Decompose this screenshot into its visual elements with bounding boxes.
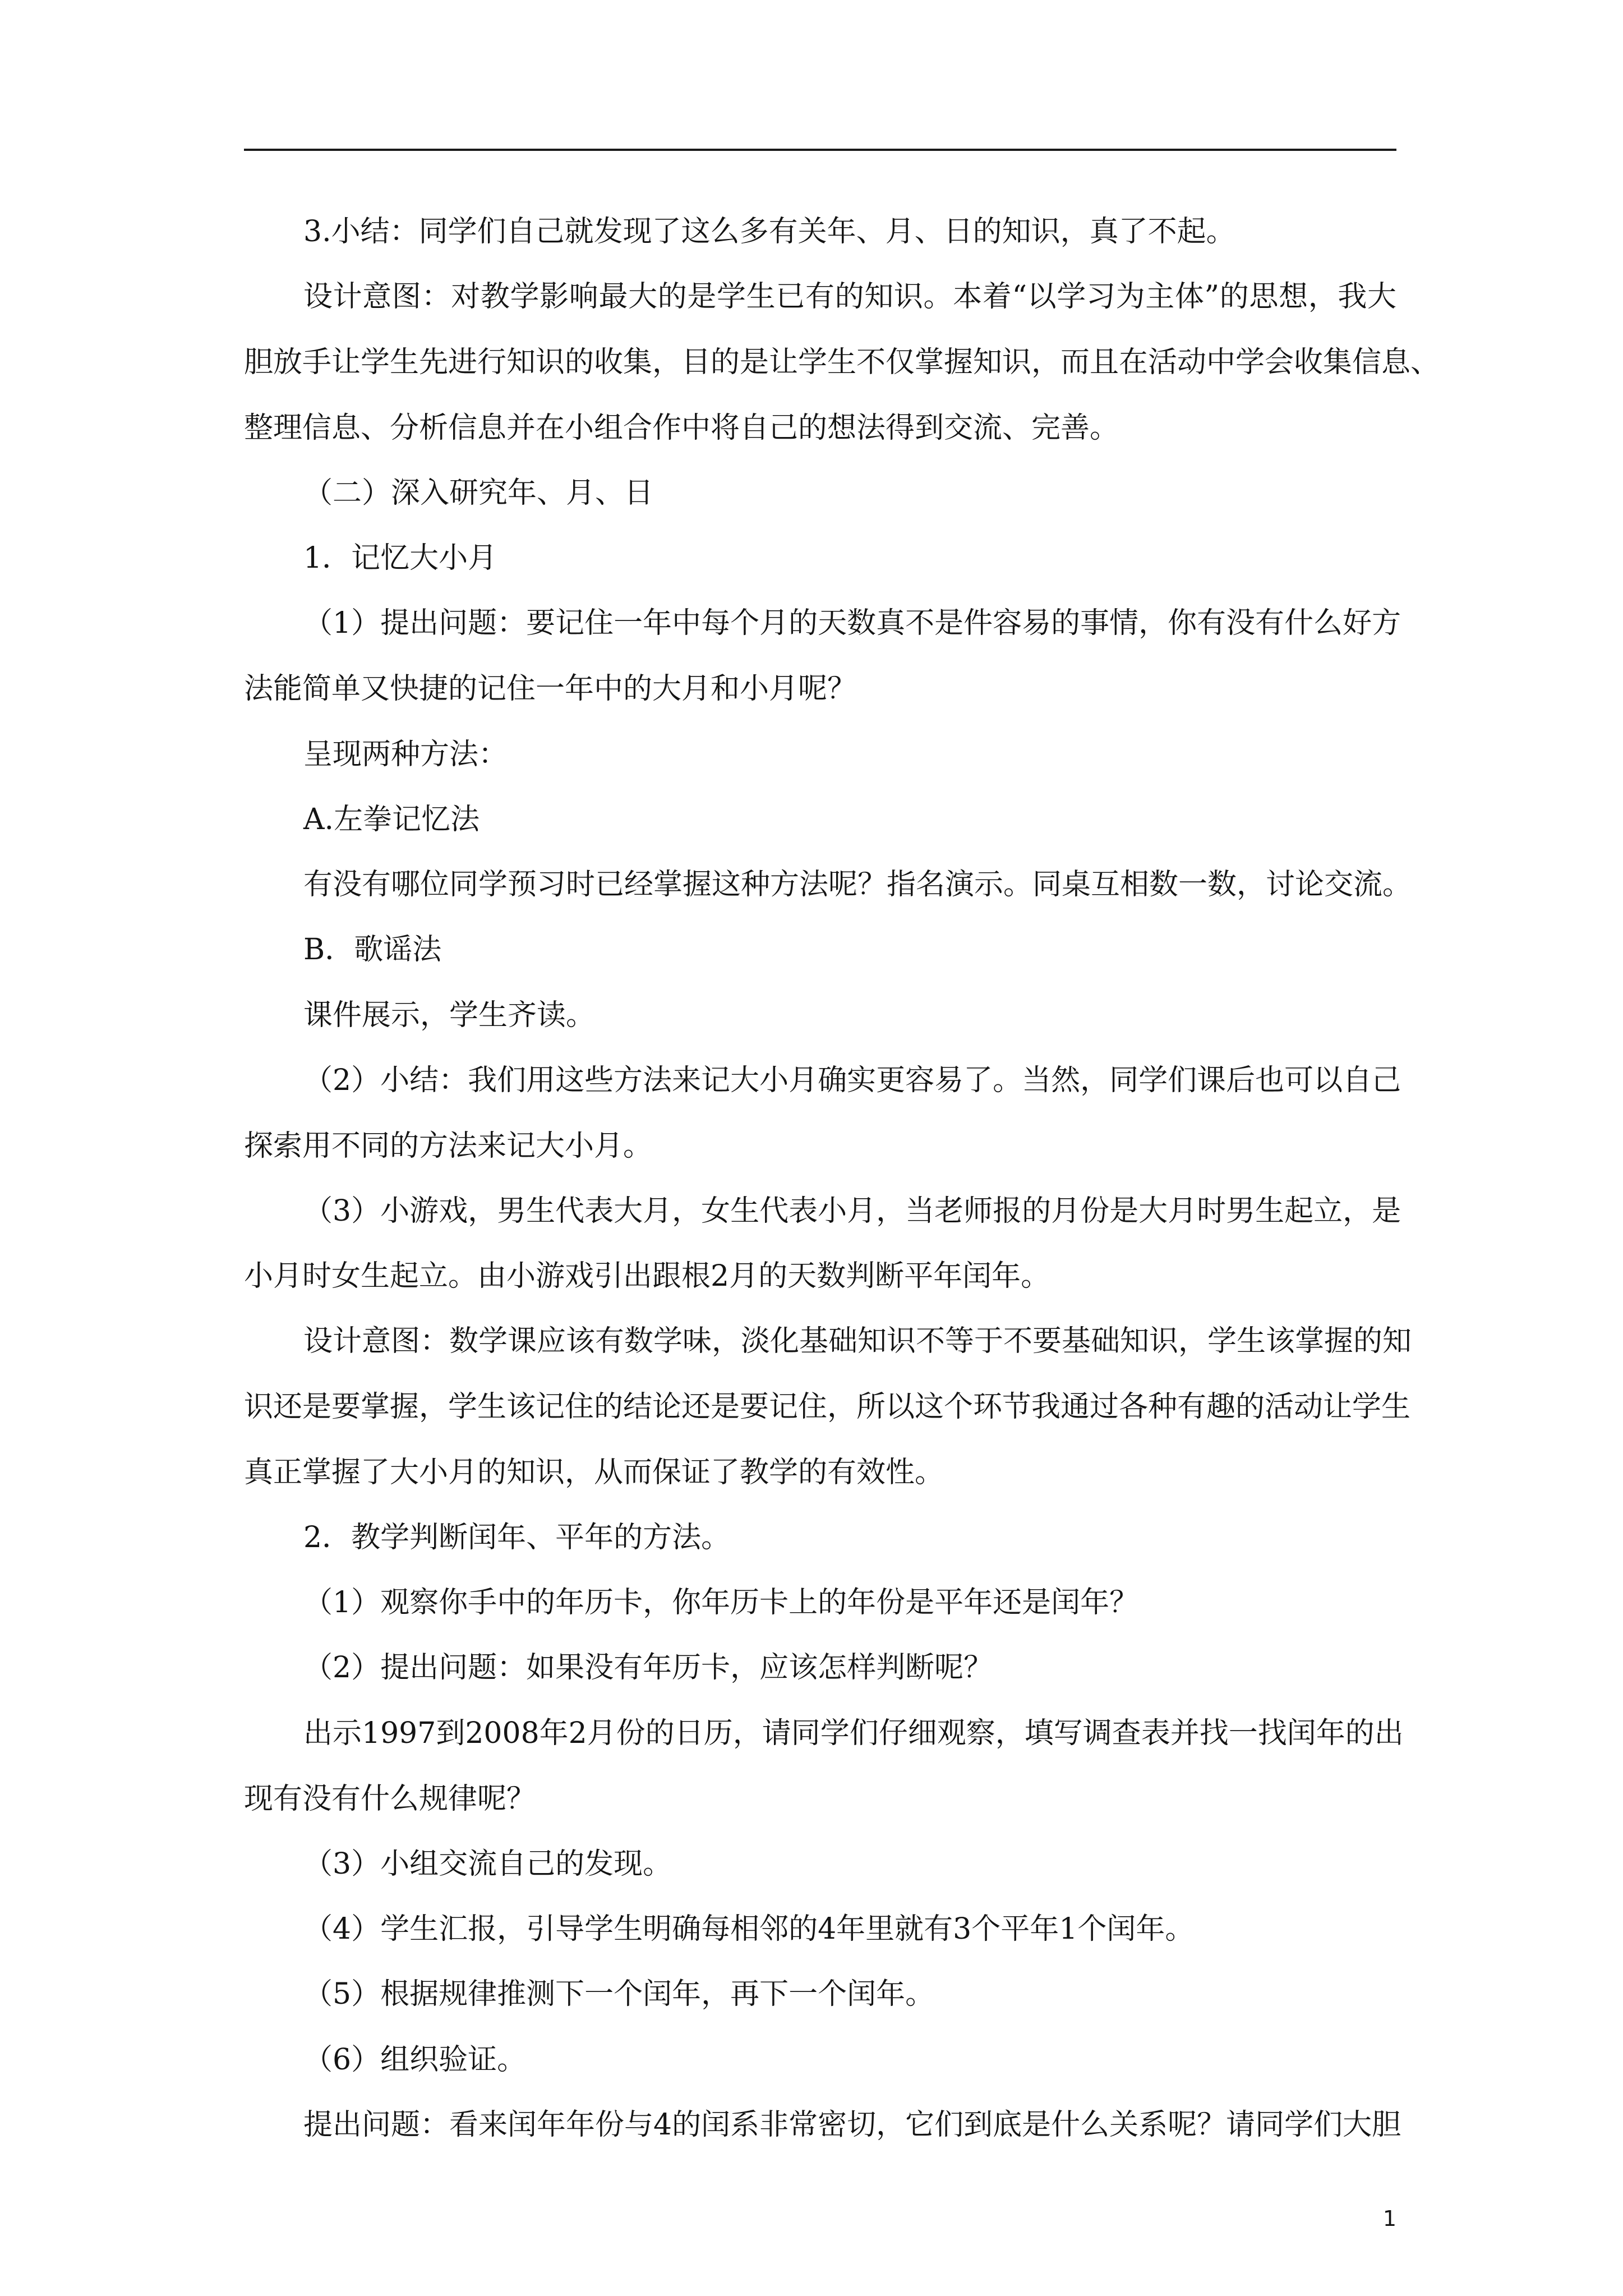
method-b: B．歌谣法 <box>303 933 442 967</box>
paragraph-two-methods: 呈现两种方法： <box>303 738 508 771</box>
paragraph-summary-3: 3.小结：同学们自己就发现了这么多有关年、月、日的知识，真了不起。 <box>303 215 1235 249</box>
paragraph-design-intent-1-line-1: 设计意图：对教学影响最大的是学生已有的知识。本着“以学习为主体”的思想，我大 <box>303 280 1396 314</box>
item-2-1: （1）观察你手中的年历卡，你年历卡上的年份是平年还是闰年？ <box>303 1586 1139 1619</box>
paragraph-method-b-detail: 课件展示，学生齐读。 <box>303 999 596 1032</box>
item-2-3: （3）小组交流自己的发现。 <box>303 1847 672 1881</box>
item-1-3-line-2: 小月时女生起立。由小游戏引出跟根2月的天数判断平年闰年。 <box>244 1259 1050 1293</box>
paragraph-calendar-line-2: 现有没有什么规律呢？ <box>244 1782 536 1816</box>
paragraph-method-a-detail: 有没有哪位同学预习时已经掌握这种方法呢？指名演示。同桌互相数一数，讨论交流。 <box>303 868 1412 901</box>
item-1-1-line-2: 法能简单又快捷的记住一年中的大月和小月呢？ <box>244 672 857 706</box>
paragraph-design-intent-2-line-2: 识还是要掌握，学生该记住的结论还是要记住，所以这个环节我通过各种有趣的活动让学生 <box>244 1390 1411 1424</box>
paragraph-design-intent-1-line-2: 胆放手让学生先进行知识的收集，目的是让学生不仅掌握知识，而且在活动中学会收集信息、 <box>244 346 1440 379</box>
paragraph-design-intent-2-line-3: 真正掌握了大小月的知识，从而保证了教学的有效性。 <box>244 1456 944 1489</box>
item-1-3-line-1: （3）小游戏，男生代表大月，女生代表小月，当老师报的月份是大月时男生起立，是 <box>303 1194 1401 1228</box>
paragraph-question-line-1: 提出问题：看来闰年年份与4的闰系非常密切，它们到底是什么关系呢？请同学们大胆 <box>303 2108 1401 2142</box>
paragraph-design-intent-2-line-1: 设计意图：数学课应该有数学味，淡化基础知识不等于不要基础知识，学生该掌握的知 <box>303 1324 1412 1358</box>
subheading-2: 2．教学判断闰年、平年的方法。 <box>303 1521 731 1554</box>
item-1-2-line-1: （2）小结：我们用这些方法来记大小月确实更容易了。当然，同学们课后也可以自己 <box>303 1064 1401 1097</box>
item-2-5: （5）根据规律推测下一个闰年，再下一个闰年。 <box>303 1977 935 2011</box>
item-1-1-line-1: （1）提出问题：要记住一年中每个月的天数真不是件容易的事情，你有没有什么好方 <box>303 606 1401 640</box>
item-2-6: （6）组织验证。 <box>303 2043 527 2077</box>
item-1-2-line-2: 探索用不同的方法来记大小月。 <box>244 1129 653 1163</box>
paragraph-design-intent-1-line-3: 整理信息、分析信息并在小组合作中将自己的想法得到交流、完善。 <box>244 411 1119 445</box>
method-a: A.左拳记忆法 <box>303 803 480 836</box>
item-2-4: （4）学生汇报，引导学生明确每相邻的4年里就有3个平年1个闰年。 <box>303 1912 1195 1946</box>
page-number: 1 <box>1382 2206 1396 2231</box>
paragraph-calendar-line-1: 出示1997到2008年2月份的日历，请同学们仔细观察，填写调查表并找一找闰年的出 <box>303 1717 1404 1750</box>
section-heading-2: （二）深入研究年、月、日 <box>303 476 654 510</box>
header-rule <box>244 149 1396 151</box>
subheading-1: 1．记忆大小月 <box>303 541 497 575</box>
item-2-2: （2）提出问题：如果没有年历卡，应该怎样判断呢？ <box>303 1651 993 1685</box>
